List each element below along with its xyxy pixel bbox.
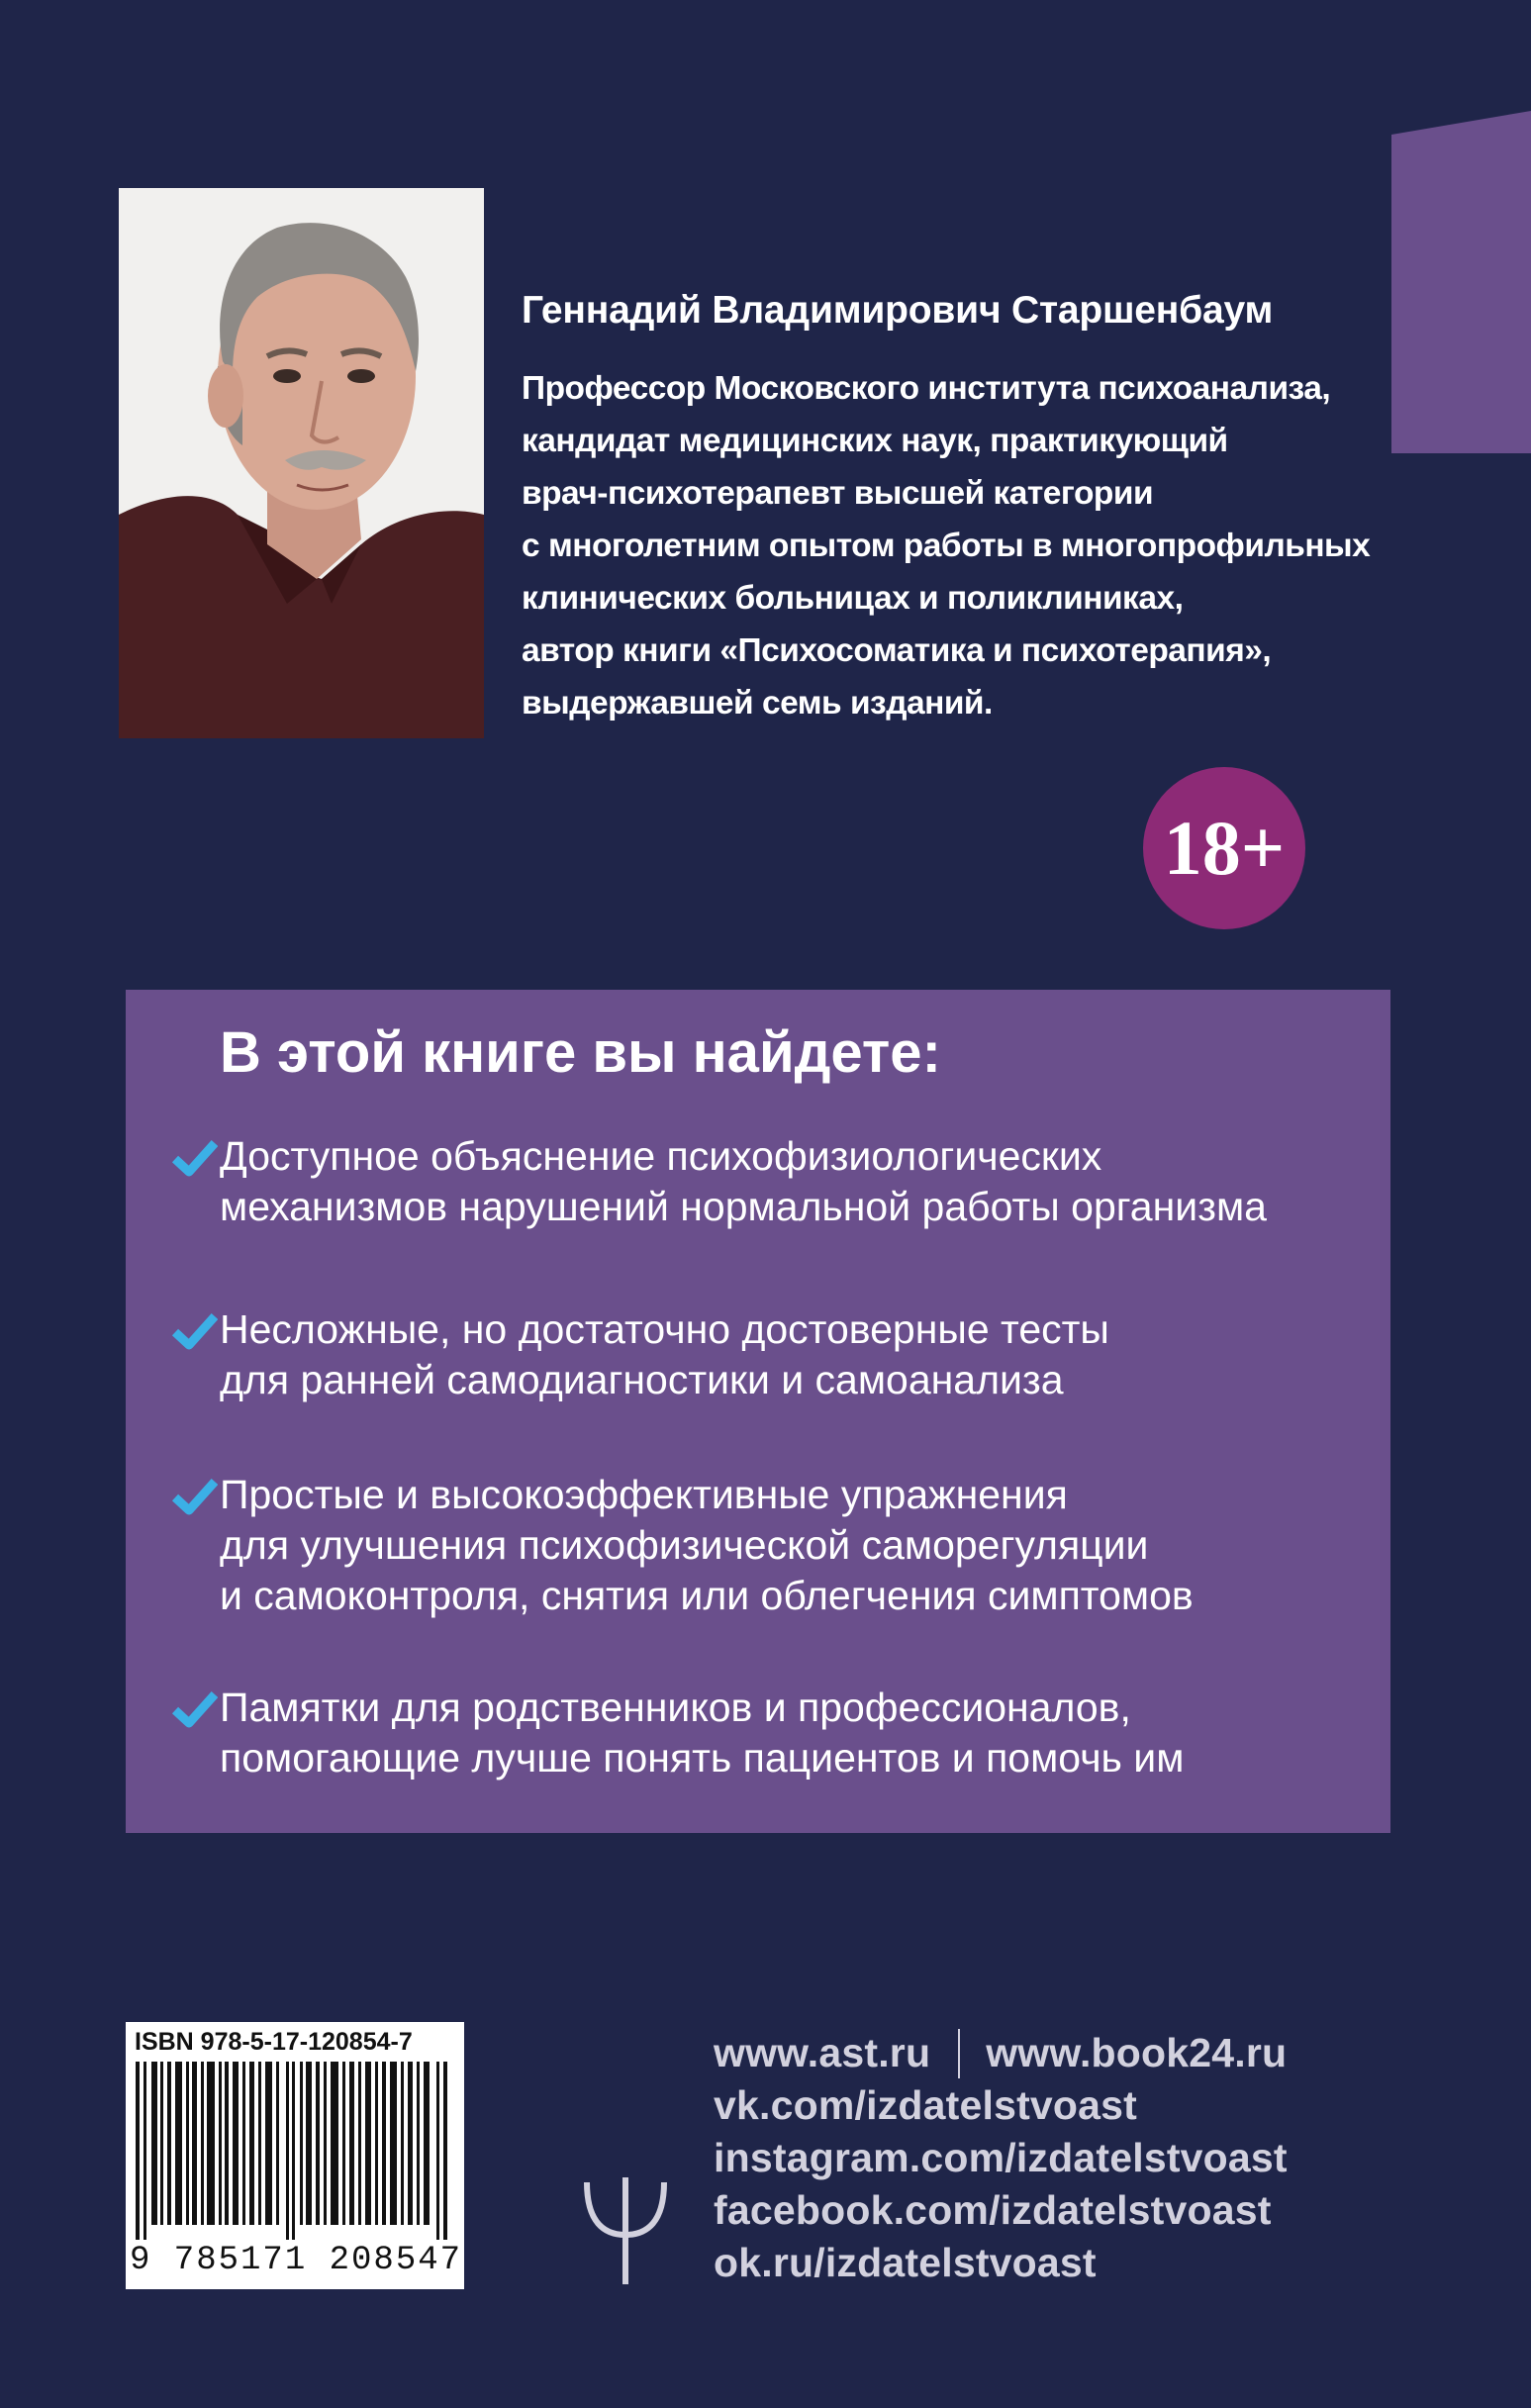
check-icon [172,1476,218,1515]
bio-line: с многолетним опытом работы в многопрофильных [522,528,1371,564]
link-ast[interactable]: www.ast.ru [714,2030,931,2075]
barcode-bars [136,2062,454,2240]
check-icon [172,1310,218,1350]
corner-accent [1391,111,1531,453]
author-photo [119,188,484,738]
feature-item [220,1304,1109,1405]
age-rating-badge: 18+ [1143,767,1305,929]
check-icon [172,1688,218,1728]
link-ok[interactable]: ok.ru/izdatelstvoast [714,2240,1097,2285]
check-icon [172,1137,218,1177]
feature-item [220,1683,1184,1783]
feature-line: и самоконтроля, снятия или облегчения симптомов [220,1573,1194,1618]
ean-digits: 9 785171 208547 [130,2242,463,2279]
feature-line: механизмов нарушений нормальной работы организма [220,1184,1267,1229]
publisher-links [714,2027,1288,2289]
author-name: Геннадий Владимирович Старшенбаум [522,289,1274,332]
isbn-barcode [126,2022,464,2289]
psi-logo [579,2177,673,2286]
features-panel [126,990,1390,1833]
feature-item [220,1131,1267,1232]
link-separator [958,2029,960,2078]
bio-line: клинических больницах и поликлиниках, [522,580,1184,617]
link-instagram[interactable]: instagram.com/izdatelstvoast [714,2135,1288,2180]
bio-line: кандидат медицинских наук, практикующий [522,423,1228,459]
author-bio [522,362,1392,729]
feature-line: Простые и высокоэффективные упражнения [220,1472,1068,1517]
bio-line: Профессор Московского института психоанализа, [522,370,1331,407]
feature-line: Несложные, но достаточно достоверные тесты [220,1306,1109,1352]
bio-line: врач-психотерапевт высшей категории [522,475,1154,512]
bio-line: выдержавшей семь изданий. [522,685,993,722]
features-title: В этой книге вы найдете: [220,1020,941,1085]
link-book24[interactable]: www.book24.ru [986,2030,1288,2075]
feature-line: Доступное объяснение психофизиологических [220,1133,1102,1179]
bio-line: автор книги «Психосоматика и психотерапия», [522,632,1272,669]
isbn-text: ISBN 978-5-17-120854-7 [135,2028,413,2056]
author-info [522,289,1392,729]
link-vk[interactable]: vk.com/izdatelstvoast [714,2082,1138,2128]
feature-item [220,1470,1194,1621]
feature-line: для улучшения психофизической саморегуляции [220,1522,1149,1568]
link-facebook[interactable]: facebook.com/izdatelstvoast [714,2187,1272,2233]
feature-line: для ранней самодиагностики и самоанализа [220,1357,1064,1402]
feature-line: помогающие лучше понять пациентов и помочь им [220,1735,1185,1781]
feature-line: Памятки для родственников и профессионалов, [220,1685,1131,1730]
